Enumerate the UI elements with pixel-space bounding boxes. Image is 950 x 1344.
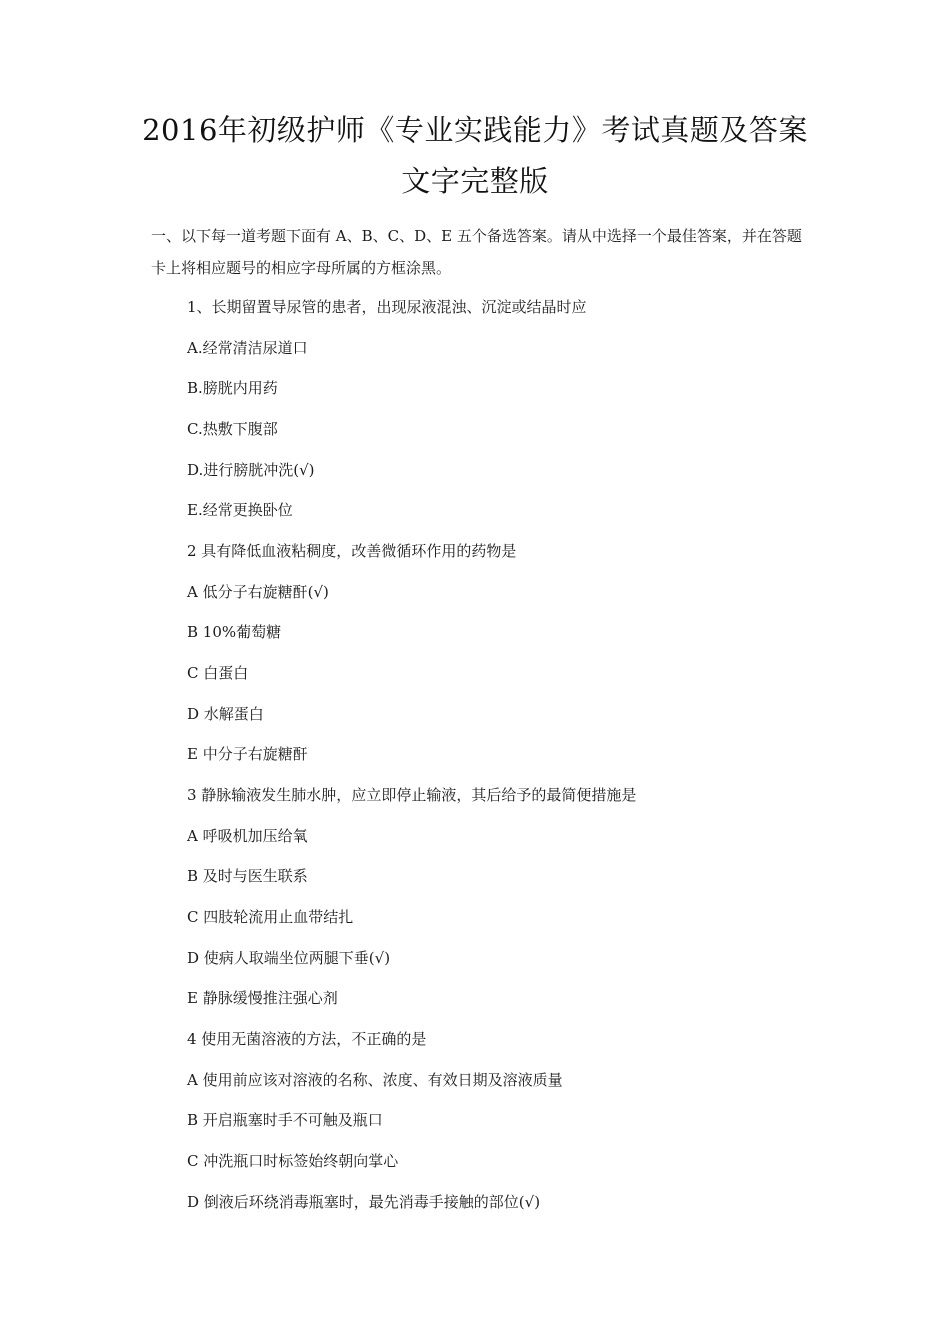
- option-2a: A 低分子右旋糖酐(√): [187, 583, 329, 601]
- option-4a: A 使用前应该对溶液的名称、浓度、有效日期及溶液质量: [187, 1071, 563, 1089]
- document-subtitle: 文字完整版: [401, 164, 549, 198]
- option-2e: E 中分子右旋糖酐: [187, 745, 308, 763]
- option-3c: C 四肢轮流用止血带结扎: [187, 908, 354, 926]
- option-1d: D.进行膀胱冲洗(√): [187, 461, 315, 479]
- document-title: 2016年初级护师《专业实践能力》考试真题及答案: [142, 113, 808, 147]
- option-4b: B 开启瓶塞时手不可触及瓶口: [187, 1111, 383, 1129]
- option-4d: D 倒液后环绕消毒瓶塞时，最先消毒手接触的部位(√): [187, 1193, 541, 1211]
- section-instructions: 一、以下每一道考题下面有 A、B、C、D、E 五个备选答案。请从中选择一个最佳答案，并在答题卡上将相应题号的相应字母所属的方框涂黑。: [151, 227, 802, 277]
- option-1b: B.膀胱内用药: [187, 379, 278, 397]
- option-1c: C.热敷下腹部: [187, 420, 278, 438]
- option-3b: B 及时与医生联系: [187, 867, 308, 885]
- question-2: 2 具有降低血液粘稠度，改善微循环作用的药物是: [187, 542, 517, 560]
- question-1: 1、长期留置导尿管的患者，出现尿液混浊、沉淀或结晶时应: [187, 298, 587, 316]
- option-4c: C 冲洗瓶口时标签始终朝向掌心: [187, 1152, 399, 1170]
- option-3d: D 使病人取端坐位两腿下垂(√): [187, 949, 391, 967]
- option-3e: E 静脉缓慢推注强心剂: [187, 989, 338, 1007]
- option-3a: A 呼吸机加压给氧: [187, 827, 308, 845]
- option-1a: A.经常清洁尿道口: [187, 339, 308, 357]
- option-1e: E.经常更换卧位: [187, 501, 293, 519]
- option-2b: B 10%葡萄糖: [187, 623, 282, 641]
- option-2d: D 水解蛋白: [187, 705, 264, 723]
- question-3: 3 静脉输液发生肺水肿，应立即停止输液，其后给予的最简便措施是: [187, 786, 637, 804]
- question-4: 4 使用无菌溶液的方法，不正确的是: [187, 1030, 427, 1048]
- option-2c: C 白蛋白: [187, 664, 249, 682]
